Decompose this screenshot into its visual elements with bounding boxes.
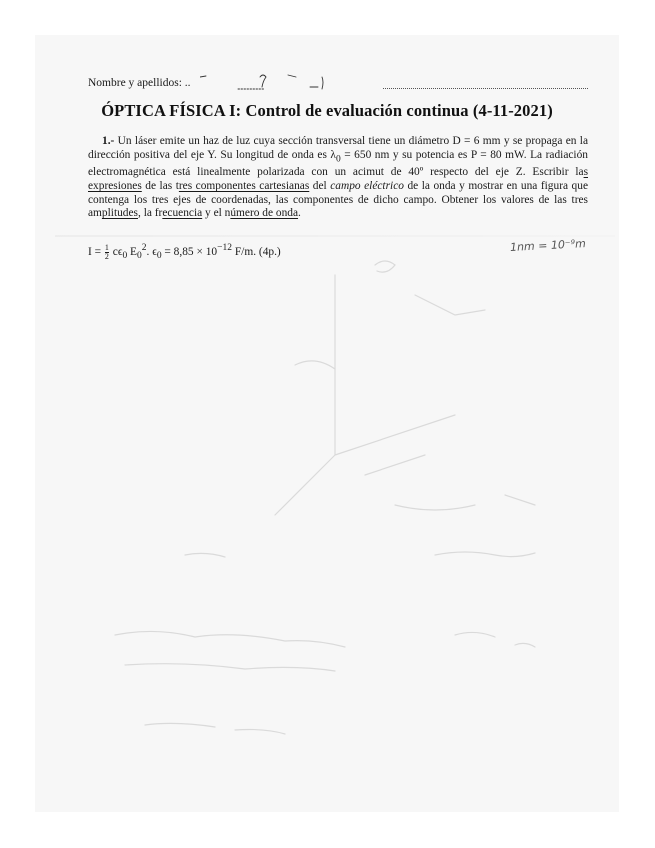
name-field-row — [88, 77, 588, 95]
problem-subscript: 0 — [335, 153, 341, 164]
underlined-text: s expresiones — [88, 166, 588, 193]
problem-text: de la onda y mostrar en una figura que contenga los tres ejes de coordenadas, las componentes de dicho campo. Obtener los valores de las tres am — [88, 180, 588, 220]
exam-title: ÓPTICA FÍSICA I: Control de evaluación continua (4-11-2021) — [101, 101, 553, 120]
problem-number: 1.- — [102, 135, 115, 147]
exam-page — [35, 35, 619, 812]
formula-superscript: −12 — [217, 243, 232, 253]
problem-text: . — [298, 207, 301, 220]
underlined-text: úmero de onda — [230, 207, 299, 220]
handwritten-note: 1nm = 10⁻⁹m — [509, 237, 587, 254]
formula-text: = 8,85 × 10 — [161, 245, 218, 258]
handwritten-name-scribble — [200, 71, 350, 93]
problem-text: y el n — [202, 207, 231, 220]
fraction-one-half — [105, 244, 109, 261]
formula-text: cϵ — [109, 245, 123, 258]
formula-subscript: 0 — [137, 251, 142, 262]
fraction-numerator: 1 — [104, 242, 109, 252]
name-label: Nombre y apellidos: .. — [88, 77, 191, 89]
underlined-text: res componentes cartesianas — [178, 180, 310, 193]
problem-text: = 650 nm y su potencia es P = 80 mW. La radiación electromagnética está linealmente polarizada con un acimut de 40º respecto del eje Z. Escribir la — [88, 148, 588, 179]
italic-text: campo eléctrico — [330, 180, 404, 193]
underlined-text: plitudes — [101, 207, 138, 220]
scan-fold-line — [55, 235, 615, 237]
underlined-text: ecuencia — [162, 207, 203, 220]
problem-text: Un láser emite un haz de luz cuya sección transversal tiene un diámetro D = 6 mm y se propaga en la dirección positiva del eje Y. Su longitud de onda es λ — [88, 135, 588, 161]
formula-superscript: 2 — [141, 243, 147, 253]
problem-text: de las t — [141, 180, 179, 193]
formula-text: F/m. (4p.) — [232, 245, 281, 258]
formula-subscript: 0 — [156, 251, 162, 262]
formula-subscript: 0 — [122, 251, 128, 262]
problem-text: , la fr — [138, 207, 163, 220]
problem-1-statement — [88, 135, 588, 221]
name-blank-line — [383, 77, 588, 89]
fraction-denominator: 2 — [104, 251, 109, 261]
formula-text: E — [127, 245, 137, 258]
problem-text: del — [309, 180, 331, 193]
formula-text: . ϵ — [146, 245, 157, 258]
formula-text: I = — [88, 245, 104, 258]
